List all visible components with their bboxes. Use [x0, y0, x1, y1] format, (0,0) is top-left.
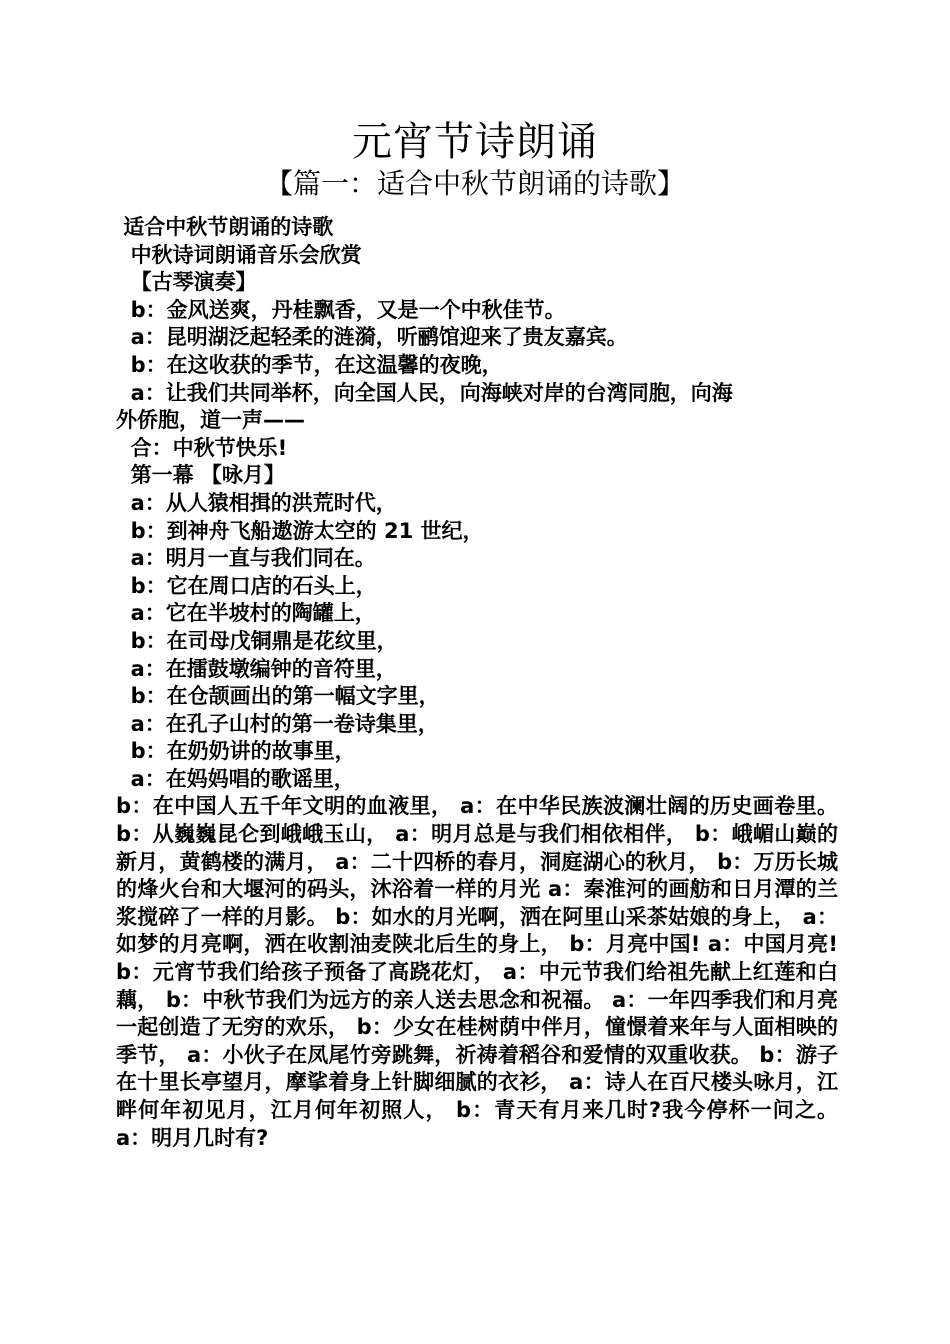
body-line: a：在妈妈唱的歌谣里，: [116, 766, 355, 791]
body-line: b：在这收获的季节，在这温馨的夜晚，: [116, 352, 503, 377]
body-line: a：让我们共同举杯，向全国人民，向海峡对岸的台湾同胞，向海: [116, 380, 733, 405]
document-subtitle: 【篇一：适合中秋节朗诵的诗歌】: [264, 167, 685, 200]
body-line: a：在擂鼓墩编钟的音符里，: [116, 656, 397, 681]
body-line: b：在奶奶讲的故事里，: [116, 739, 356, 764]
body-line: b：在仓颉画出的第一幅文字里，: [116, 684, 440, 709]
body-line: 第一幕 【咏月】: [116, 463, 285, 488]
body-line: 适合中秋节朗诵的诗歌: [116, 215, 334, 239]
body-line: a：昆明湖泛起轻柔的涟漪，听鹂馆迎来了贵友嘉宾。: [116, 325, 628, 350]
body-line: b：到神舟飞船遨游太空的 21 世纪，: [116, 518, 484, 543]
body-line: 中秋诗词朗诵音乐会欣赏: [116, 242, 362, 267]
body-line: 合：中秋节快乐!: [116, 435, 288, 460]
body-line: 外侨胞，道一声——: [116, 408, 305, 433]
body-paragraph: b：在中国人五千年文明的血液里， a：在中华民族波澜壮阔的历史画卷里。 b：从巍巍昆仑到峨峨玉山， a：明月总是与我们相依相伴， b：峨嵋山巅的新月，黄鹤楼的满月， a：二十四桥的春月，洞庭湖心的秋月， b：万历长城的烽火台和大堰河的码头，沐浴着一样的月光 a：秦淮河的画舫和日月潭的兰浆搅碎了一样的月影。 b：如水的月光啊，洒在阿里山采茶姑娘的身上， a：如梦的月亮啊，洒在收割油麦陕北后生的身上， b：月亮中国! a：中国月亮! b：元宵节我们给孩子预备了高跷花灯， a：中元节我们给祖先献上红莲和白藕， b：中秋节我们为远方的亲人送去思念和祝福。 a：一年四季我们和月亮一起创造了无穷的欢乐， b：少女在桂树荫中伴月，憧憬着来年与人面相映的季节， a：小伙子在凤尾竹旁跳舞，祈祷着稻谷和爱情的双重收获。 b：游子在十里长亭望月，摩挲着身上针脚细腻的衣衫， a：诗人在百尺楼头咏月，江畔何年初见月，江月何年初照人， b：青天有月来几时?我今停杯一问之。 a：明月几时有?: [116, 794, 838, 1150]
document-title: 元宵节诗朗诵: [352, 119, 598, 165]
body-line: b：金风送爽，丹桂飘香，又是一个中秋佳节。: [116, 297, 566, 322]
body-line: b：在司母戊铜鼎是花纹里，: [116, 628, 398, 653]
body-line: 【古琴演奏】: [116, 270, 257, 295]
body-line: a：它在半坡村的陶罐上，: [116, 601, 376, 626]
poem-body: [116, 214, 838, 1152]
body-line: a：明月一直与我们同在。: [116, 546, 376, 571]
body-line: a：在孔子山村的第一卷诗集里，: [116, 711, 439, 736]
body-line: b：它在周口店的石头上，: [116, 573, 377, 598]
body-line: a：从人猿相揖的洪荒时代，: [116, 490, 397, 515]
